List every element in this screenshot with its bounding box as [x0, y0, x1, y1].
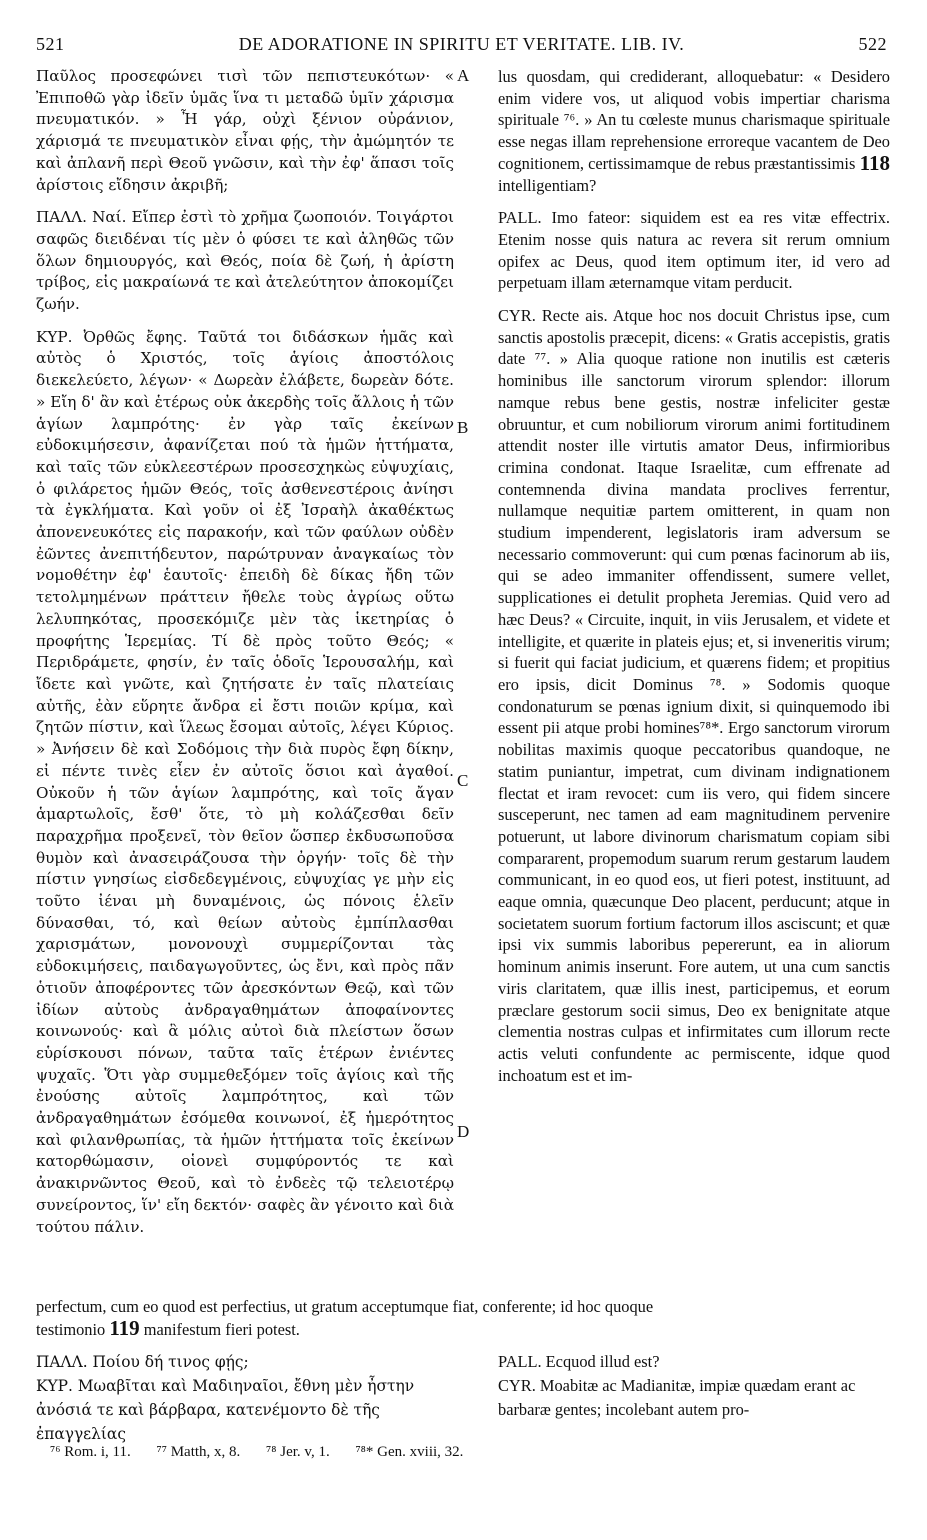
greek-bottom [36, 1350, 454, 1446]
latin-paragraph-2: PALL. Imo fateor: siquidem est ea res vitæ effectrix. Etenim nosse quis natura ac revera sit rerum omnium opifex ac Deus, quod item optimum iter, id vero ad perpetuam illam æternamque vitam perducit. [498, 208, 890, 293]
margin-marker-c: C [457, 771, 469, 790]
running-title: DE ADORATIONE IN SPIRITU ET VERITATE. LIB. IV. [238, 34, 685, 54]
greek-paragraph-1: Παῦλος προσεφώνει τισὶ τῶν πεπιστευκότων· « Ἐπιποθῶ γὰρ ἰδεῖν ὑμᾶς ἵνα τι μεταδῶ ὑμῖν χάρισμα πνευματικόν. » Ἦ γάρ, οὐχὶ ξένιον οὐράνιον, χάρισμά τε πνευματικὸν εἶναι φῄς, τὴν ἀμώμητόν τε καὶ ἀπλανῆ περὶ Θεοῦ γνῶσιν, καὶ τὴν ἐφ' ἅπασι τοῖς ἀρίστοις εἴδησιν ἀκριβῆ; [36, 67, 454, 194]
full-width-line-2 [36, 1315, 890, 1341]
latin-bottom [498, 1350, 890, 1422]
footnote-77: ⁷⁷ Matth, x, 8. [156, 1444, 241, 1460]
greek-bottom-line-2: ΚΥΡ. Μωαβῖται καὶ Μαδιηναῖοι, ἔθνη μὲν ἦστην ἀνόσιά τε καὶ βάρβαρα, κατενέμοντο δὲ τῆς ἐπαγγελίας [36, 1377, 415, 1443]
margin-marker-a: A [457, 66, 470, 85]
margin-marker-b: B [457, 418, 469, 437]
margin-marker-d: D [457, 1122, 470, 1141]
running-header [36, 34, 887, 60]
footnote-78: ⁷⁸ Jer. v, 1. [266, 1444, 330, 1460]
latin-column [498, 66, 890, 1097]
greek-column [36, 66, 454, 1249]
latin-paragraph-1-end: intelligentiam? [498, 175, 597, 195]
latin-paragraph-1: lus quosdam, qui crediderant, alloquebatur: « Desidero enim videre vos, ut aliquod vobis impertiar charisma spirituale ⁷⁶. » An tu cœleste munus charismaque spirituale esse negas illam reprehensione erroreque vacantem de Deo cognitionem, certissimamque de rebus præstantissimis [498, 67, 890, 173]
greek-paragraph-3: ΚΥΡ. Ὀρθῶς ἔφης. Ταῦτά τοι διδάσκων ἡμᾶς καὶ αὐτὸς ὁ Χριστός, τοῖς ἁγίοις ἀποστόλοις διεκελεύετο, λέγων· « Δωρεὰν ἐλάβετε, δωρεὰν δότε. » Εἴη δ' ἂν καὶ ἑτέρως οὐκ ἀκερδὴς τοῖς ἄλλοις ἡ τῶν ἁγίων λαμπρότης· ἐν γὰρ ταῖς ἐκείνων εὐδοκιμήσεσιν, ἀφανίζεται πού τὰ ἡμῶν ἡττήματα, καὶ ταῖς τῶν εὐκλεεστέρων προσεσχηκὼς εὐψυχίαις, ὁ φιλάρετος ἡμῶν Θεός, τοῖς ἀσθενεστέροις ἀνίησι τὰ ἐγκλήματα. Καὶ γοῦν οἱ ἐξ Ἰσραὴλ ἀκαθέκτως ἀπονενευκότες εἰς παρακοήν, καὶ τῶν φαύλων οὐδὲν ἐῶντες ἀνεπιτήδευτον, παρώτρυναν ἀναγκαίως τὸν νομοθέτην ἐφ' ἑαυτοῖς· ἐπειδὴ δὲ δίκας ἤδη τῶν τετολμημένων πράττειν ἤθελε τοὺς ἀγρίως οὕτω λελυπηκότας, προσεκόμιζε μὲν τὰς ἱκετηρίας ὁ προφήτης Ἱερεμίας. Τί δὲ πρὸς τοῦτο Θεός; « Περιδράμετε, φησίν, ἐν ταῖς ὁδοῖς Ἱερουσαλήμ, καὶ ἴδετε καὶ γνῶτε, καὶ ζητήσατε ἐν ταῖς πλατείαις αὐτῆς, ἐὰν εὕρητε ἄνδρα εἰ ἔστι ποιῶν κρίμα, καὶ ζητῶν πίστιν, καὶ ἵλεως ἔσομαι αὐτοῖς, λέγει Κύριος. » Ἀνήσειν δὲ καὶ Σοδόμοις τὴν διὰ πυρὸς ἔφη δίκην, εἰ πέντε τινὲς εἶεν ἐν αὐτοῖς ὅσιοι καὶ ἀγαθοί. Οὐκοῦν ἡ τῶν ἁγίων λαμπρότης, καὶ τοῖς ἄγαν ἁμαρτωλοῖς, ἔσθ' ὅτε, τὸ μὴ κολάζεσθαι δεῖν παραχρῆμα προξενεῖ, τὸν θεῖον ὥσπερ ἐκδυσωποῦσα θυμὸν καὶ ἀνασειράζουσα τὴν ὀργήν· τοῖς δὲ τὴν πίστιν γνησίως εἰσδεδεγμένοις, εὐψυχίας γε μὴν εἰς τοῦτο ἰέναι μὴ δυναμένοις, ὡς πόνοις ἑλεῖν δύνασθαι, τό, καὶ θείων αὐτοὺς ἐμπίπλασθαι χαρισμάτων, μονονουχὶ συμμερίζονται τὰς εὐδοκιμήσεις, παιδαγωγοῦντες, ὡς ἔνι, καὶ πρὸς πᾶν ὁτιοῦν ἀποφέροντες τῶν ἀρεσκόντων Θεῷ, καὶ τῶν ἰδίων αὐτοὺς ἀνδραγαθημάτων ἀποφαίνοντες κοινωνούς· καὶ ἃ μόλις αὐτοὶ διὰ πλείστων ὅσων εὑρίσκουσι πόνων, ταῦτα ταῖς ἑτέρων ἐνιέντες ψυχαῖς. Ὅτι γὰρ συμμεθεξόμεν τοῖς ἁγίοις καὶ τῆς ἐνούσης αὐτοῖς λαμπρότητος, καὶ τῶν ἀνδραγαθημάτων ἐσόμεθα κοινωνοί, ἐξ ἡμερότητος καὶ φιλανθρωπίας, τὰ ἡμῶν ἡττήματα τοῖς ἐκείνων κατορθώμασιν, οἱονεὶ συμφύροντός τε καὶ ἀνακιρνῶντος Θεοῦ, καὶ τὸ ἐνδεὲς τῷ τελειοτέρῳ συνείροντος, ἵν' εἴη δεκτόν· σαφὲς ἂν γένοιτο καὶ διὰ τούτου πάλιν. [36, 327, 454, 1236]
full-width-line-1: perfectum, cum eo quod est perfectius, ut gratum acceptumque fiat, conferente; id hoc quoque [36, 1297, 654, 1316]
column-number-119: 119 [109, 1315, 140, 1340]
greek-paragraph-2: ΠΑΛΛ. Ναί. Εἴπερ ἐστὶ τὸ χρῆμα ζωοποιόν. Τοιγάρτοι σαφῶς διειδέναι τίς μὲν ὁ φύσει τε καὶ ἀληθῶς τῶν ὅλων δημιουργός, καὶ Θεός, ποία δὲ ζωή, ἡ ἀρίστη τρίβος, εἰς μακραίωνά τε καὶ ἀτελεύτητον ἀποκομίζει ζωήν. [36, 208, 454, 314]
column-number-118: 118 [859, 150, 890, 175]
footnote-76: ⁷⁶ Rom. i, 11. [50, 1444, 131, 1460]
footnote-78a: ⁷⁸* Gen. xviii, 32. [355, 1444, 464, 1460]
latin-bottom-line-1: PALL. Ecquod illud est? [498, 1352, 660, 1371]
page-number-right: 522 [858, 34, 887, 54]
full-width-line-2a: testimonio [36, 1319, 106, 1339]
footnotes [50, 1444, 485, 1461]
latin-bottom-line-2: CYR. Moabitæ ac Madianitæ, impiæ quædam erant ac barbaræ gentes; incolebant autem pro- [498, 1376, 856, 1419]
full-width-lines [36, 1296, 890, 1340]
latin-paragraph-3: CYR. Recte ais. Atque hoc nos docuit Christus ipse, cum sanctis apostolis præcepit, dicens: « Gratis accepistis, gratis date ⁷⁷. » Alia quoque ratione non inutilis est cæteris hominibus ille sanctorum virorum splendor: illorum namque rebus bene gestis, nostræ infeliciter gestæ obruuntur, et cum nobiliorum virorum animi fortitudinem attendit noster ille virtutis amator Deus, infirmioribus crimina condonat. Itaque Israelitæ, cum effrenate ad contemnenda divina mandata proclives ferrentur, nullamque nequitiæ partem omitterent, in quam non studium impenderent, legislatoris iram adversum se necessario commoverunt: qui cum pœnas facinorum ab iis, qui se adeo immaniter offendissent, sumere vellet, supplicationes ei detulit propheta Jeremias. Quid vero ad hæc Deus? « Circuite, inquit, in viis Jerusalem, et videte et intelligite, et quærite in plateis ejus; et, si inveneritis virum; si fuerit qui faciat judicium, et quærens fidem; et propitius ero ipsis, dicit Dominus ⁷⁸. » Sodomis quoque condonaturum se pœnas ignium dixit, si quinquemodo ibi essent pii atque probi homines⁷⁸*. Ergo sanctorum virorum nobilitas maximis quoque peccatoribus quandoque, ne statim puniantur, impetrat, cum divinam indignationem flectat et iram revocet: cum iis vero, qui fidem sincere susceperunt, nec tamen ad eam magnitudinem pervenire potuerunt, ut labore divinorum charismatum copiam sibi compararent, propemodum suarum rerum gestarum laudem communicant, in eo quod eos, ut fieri potest, instituunt, ad eaque omnia, quæcunque Deo placent, perducunt; atque in societatem suorum fortium factorum illos asciscunt; et quæ ipsi vix summis laboribus pepererunt, ea in aliorum hominum animis inserunt. Fore autem, ut una cum sanctis viris claritatem, quæ illis inest, participemus, et eorum præclare gestorum socii simus, Deo ex benignitate atque clementia nostras culpas et infirmitates cum illorum recte actis veluti confundente ac permiscente, idque quod inchoatum est et im- [498, 306, 890, 1085]
greek-bottom-line-1: ΠΑΛΛ. Ποίου δή τινος φῄς; [36, 1353, 249, 1371]
page-number-left: 521 [36, 34, 65, 54]
full-width-line-2b: manifestum fieri potest. [143, 1319, 300, 1339]
